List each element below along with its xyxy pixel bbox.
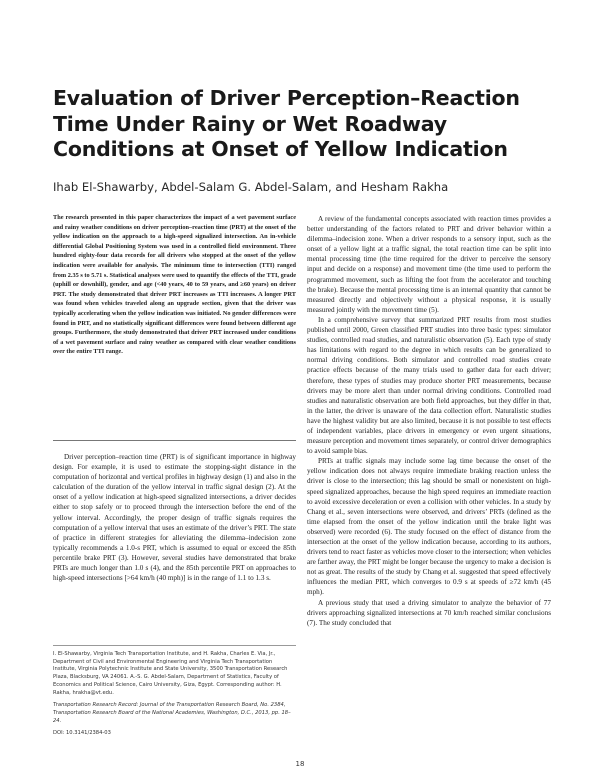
footnote-doi: DOI: 10.3141/2384-03 bbox=[53, 730, 111, 737]
title-line: Time Under Rainy or Wet Roadway bbox=[53, 111, 447, 136]
footnote-affiliation: I. El-Shawarby, Virginia Tech Transportation Institute, and H. Rakha, Charles E. Via, Jr., Department of Civil and Environmental Engineering and Virginia Tech Transportation Institute, Virginia Polytechnic Institute and State University, 3500 Transportation Research Plaza, Blacksburg, VA 24061. A.-S. G. Abdel-Salam, Department of Statistics, Faculty of Economics and Political Science, Cairo University, Giza, Egypt. Corresponding author: H. Rakha, hrakha@vt.edu. bbox=[53, 651, 288, 696]
footnote-divider bbox=[53, 645, 296, 646]
page-number: 18 bbox=[295, 760, 305, 768]
paragraph: A review of the fundamental concepts associated with reaction times provides a better understanding of the factors related to PRT and driver behavior within a dilemma–indecision zone. When a driver responds to a sensory input, such as the onset of a yellow light at a traffic signal, the total reaction time can be split into mental processing time (the time required for the driver to perceive the sensory input and decide on a response) and movement time (the time used to perform the programmed movement, such as lifting the foot from the accelerator and touching the brake). Because the mental processing time is an internal quantity that cannot be measured directly and objectively without a physical response, it is usually measured jointly with the movement time (5). bbox=[307, 215, 551, 314]
footnote-journal: Transportation Research Record: Journal of the Transportation Research Board, No. 2384, Transportation Research Board of the National Academies, Washington, D.C., 2013, pp. 18–24. bbox=[53, 702, 291, 724]
paragraph: Driver perception–reaction time (PRT) is of significant importance in highway design. For example, it is used to estimate the stopping-sight distance in the computation of horizontal and vertical profiles in highway design (1) and also in the calculation of the duration of the yellow interval in traffic signal design (2). At the onset of a yellow indication at high-speed signalized intersections, a driver decides either to stop safely or to proceed through the intersection before the end of the yellow interval. Accordingly, the proper design of traffic signals requires the computation of a yellow interval that uses an estimate of the driver’s PRT. The state of practice in different strategies for alleviating the dilemma–indecision zone typically recommends a 1.0-s PRT, which is assumed to equal or exceed the 85th percentile brake PRT (3). However, several studies have demonstrated that brake PRTs are much longer than 1.0 s (4), and the 85th percentile PRT on approaches to high-speed intersections [>64 km/h (40 mph)] is in the range of 1.1 to 1.3 s. bbox=[53, 453, 296, 583]
body-left-column bbox=[53, 452, 296, 583]
paragraph: In a comprehensive survey that summarized PRT results from most studies published until 2000, Green classified PRT studies into three basic types: simulator studies, controlled road studies, and naturalistic observation (5). Each type of study has limitations with regard to the degree in which results can be generalized to normal driving conditions. Both simulator and controlled road studies create practice effects because of the many trials used to gather data for each driver; therefore, these types of studies may produce shorter PRT measurements, because drivers may be more alert than under normal driving conditions. Controlled road studies and naturalistic observation are both field approaches, but they differ in that, in the latter, the driver is unaware of the data collection effort. Naturalistic studies have the highest validity but are also limited, because it is not possible to test effects of independent variables, place drivers in emergency or even urgent situations, measure perception and movement times separately, or control driver demographics to avoid sample bias. bbox=[307, 315, 551, 456]
paper-title bbox=[53, 86, 553, 163]
abstract-divider bbox=[53, 440, 296, 441]
title-line: Evaluation of Driver Perception–Reaction bbox=[53, 86, 520, 110]
footnote bbox=[53, 651, 296, 743]
body-right-column bbox=[307, 214, 551, 628]
paragraph: PRTs at traffic signals may include some lag time because the onset of the yellow indication does not always require immediate braking reaction unless the driver is close to the intersection; this lag should be small or nonexistent on high-speed signalized approaches, because the high speed requires an immediate reaction to avoid excessive deceleration or even a collision with other vehicles. In a study by Chang et al., seven intersections were observed, and drivers’ PRTs (defined as the time elapsed from the onset of the yellow indication until the brake light was observed) were recorded (6). The study focused on the effect of distance from the intersection at the onset of the yellow indication because, according to its authors, drivers tend to react faster as vehicles move closer to the intersection; when vehicles are farther away, the PRT might be longer because the urgency to make a decision is not as great. The results of the study by Chang et al. suggested that speed effectively influences the median PRT, which converges to 0.9 s at speeds of ≥72 km/h (45 mph). bbox=[307, 457, 551, 597]
title-line: Conditions at Onset of Yellow Indication bbox=[53, 137, 508, 161]
paragraph: A previous study that used a driving simulator to analyze the behavior of 77 drivers approaching signalized intersections at 70 km/h reached similar conclusions (7). The study concluded that bbox=[307, 598, 551, 627]
abstract: The research presented in this paper characterizes the impact of a wet pavement surface and rainy weather conditions on driver perception–reaction time (PRT) at the onset of the yellow indication on the approach to a high-speed signalized intersection. An in-vehicle differential Global Positioning System was used in a controlled field environment. Three hundred eighty-four data records for all drivers who stopped at the onset of the yellow indication were available for analysis. The minimum time to intersection (TTI) ranged from 2.35 s to 5.71 s. Statistical analyses were used to quantify the effects of the TTI, grade (uphill or downhill), gender, and age (<40 years, 40 to 59 years, and ≥60 years) on driver PRT. The study demonstrated that driver PRT increases as TTI increases. A longer PRT was found when vehicles traveled along an upgrade section, given that the driver was typically accelerating when the yellow indication was initiated. No gender differences were found in PRT, and no statistically significant differences were found between different age groups. Furthermore, the study demonstrated that driver PRT increased under conditions of a wet pavement surface and rainy weather as compared with clear weather conditions over the entire TTI range. bbox=[53, 214, 296, 356]
author-list: Ihab El-Shawarby, Abdel-Salam G. Abdel-Salam, and Hesham Rakha bbox=[53, 180, 449, 194]
